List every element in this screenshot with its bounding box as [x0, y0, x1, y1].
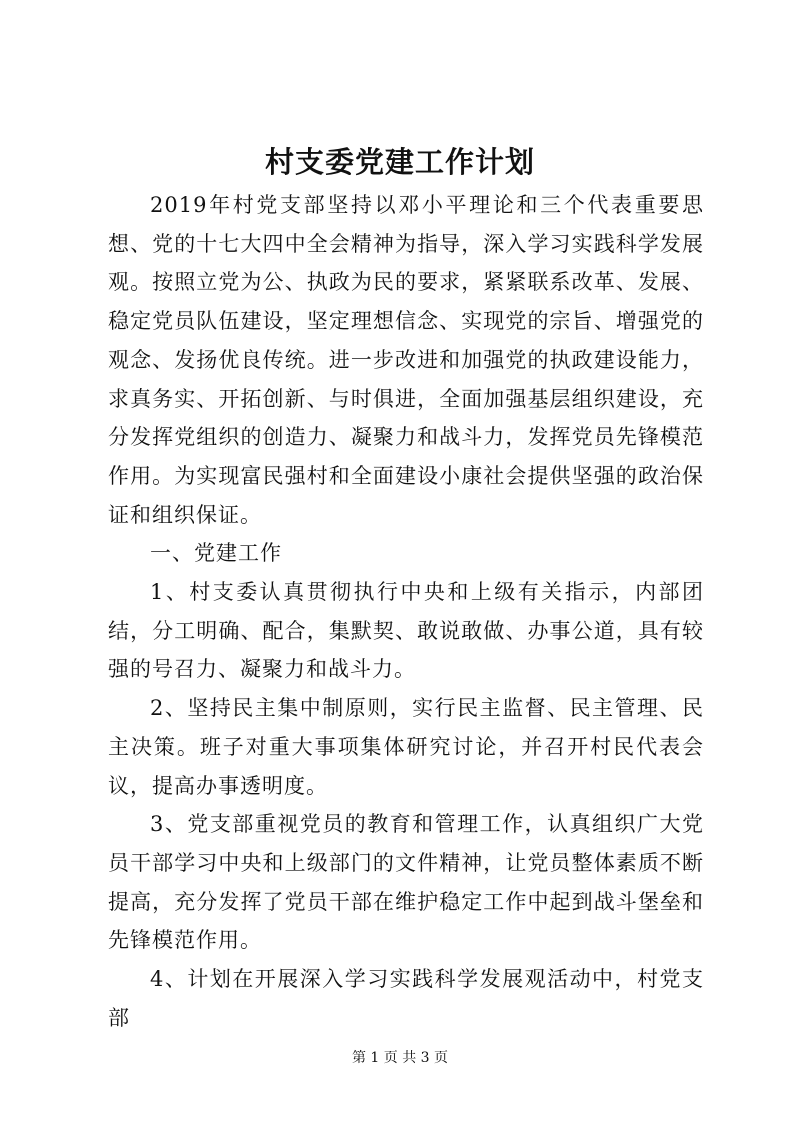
item-paragraph-1: 1、村支委认真贯彻执行中央和上级有关指示，内部团结，分工明确、配合，集默契、敢说敢做、办事公道，具有较强的号召力、凝聚力和战斗力。 [108, 580, 704, 682]
document-title: 村支委党建工作计划 [264, 145, 535, 179]
intro-paragraph: 2019年村党支部坚持以邓小平理论和三个代表重要思想、党的十七大四中全会精神为指导，深入学习实践科学发展观。按照立党为公、执政为民的要求，紧紧联系改革、发展、稳定党员队伍建设，坚定理想信念、实现党的宗旨、增强党的观念、发扬优良传统。进一步改进和加强党的执政建设能力，求真务实、开拓创新、与时俱进，全面加强基层组织建设，充分发挥党组织的创造力、凝聚力和战斗力，发挥党员先锋模范作用。为实现富民强村和全面建设小康社会提供坚强的政治保证和组织保证。 [108, 193, 704, 527]
document-body [108, 186, 704, 1037]
page-number-footer: 第 1 页 共 3 页 [351, 1050, 449, 1066]
item-paragraph-3: 3、党支部重视党员的教育和管理工作，认真组织广大党员干部学习中央和上级部门的文件精神，让党员整体素质不断提高，充分发挥了党员干部在维护稳定工作中起到战斗堡垒和先锋模范作用。 [108, 812, 704, 953]
section-heading-party-building: 一、党建工作 [150, 541, 282, 566]
item-paragraph-2: 2、坚持民主集中制原则，实行民主监督、民主管理、民主决策。班子对重大事项集体研究讨论，并召开村民代表会议，提高办事透明度。 [108, 696, 704, 798]
item-paragraph-4: 4、计划在开展深入学习实践科学发展观活动中，村党支部 [108, 967, 704, 1030]
